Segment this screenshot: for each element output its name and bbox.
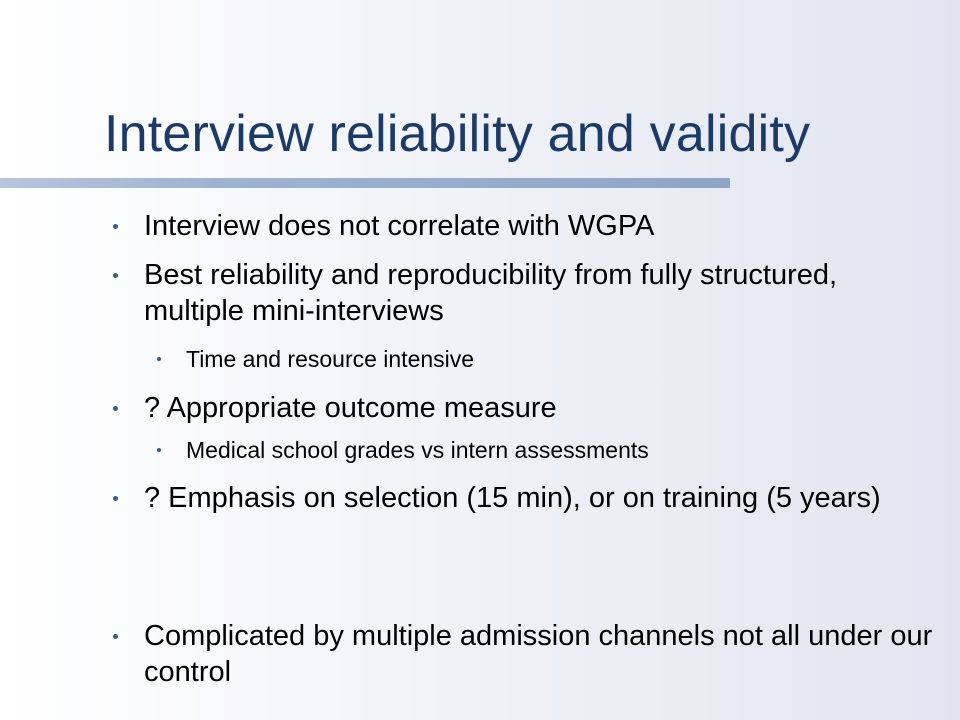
title-underline-rule xyxy=(0,178,730,188)
sub-bullet-text: Time and resource intensive xyxy=(186,346,475,372)
bullet-dot-icon xyxy=(113,496,118,501)
sub-bullet-item xyxy=(186,345,926,373)
sub-bullet-item xyxy=(186,436,926,464)
bullet-text: ? Appropriate outcome measure xyxy=(144,392,557,424)
bullet-text: Complicated by multiple admission channels not all under our control xyxy=(144,620,933,688)
bullet-text: ? Emphasis on selection (15 min), or on training (5 years) xyxy=(144,482,881,514)
bullet-text: Best reliability and reproducibility from fully structured, multiple mini-interviews xyxy=(144,259,838,327)
sub-bullet-dot-icon xyxy=(157,357,161,361)
bullet-item xyxy=(144,480,944,516)
bullet-text: Interview does not correlate with WGPA xyxy=(144,210,655,242)
bullet-dot-icon xyxy=(113,406,118,411)
bullet-dot-icon xyxy=(113,634,118,639)
bullet-item xyxy=(144,618,944,690)
sub-bullet-dot-icon xyxy=(157,448,161,452)
sub-bullet-text: Medical school grades vs intern assessments xyxy=(186,437,649,463)
slide-title: Interview reliability and validity xyxy=(104,105,811,163)
bullet-item xyxy=(144,257,944,329)
bullet-dot-icon xyxy=(113,224,118,229)
bullet-dot-icon xyxy=(113,273,118,278)
bullet-item xyxy=(144,390,944,426)
bullet-item xyxy=(144,208,944,244)
